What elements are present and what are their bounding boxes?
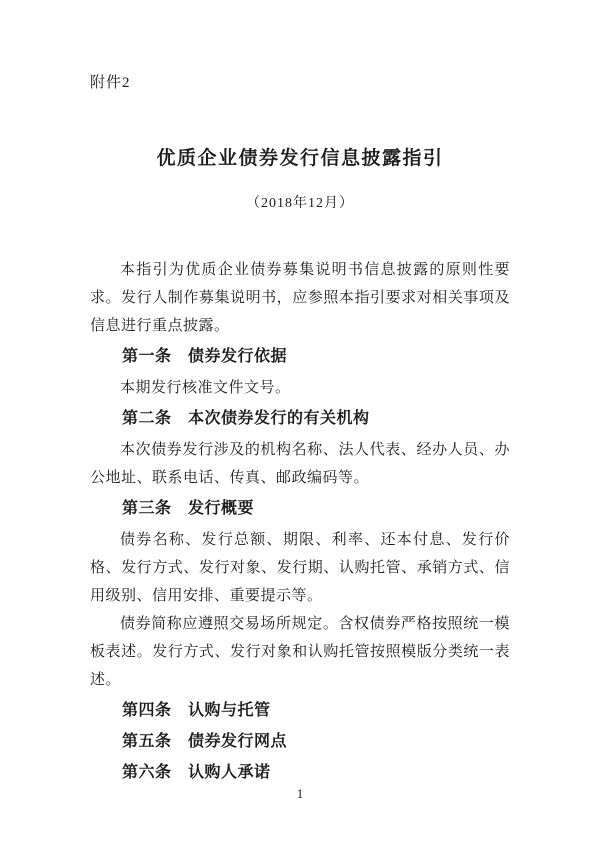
document-body <box>90 256 510 787</box>
section-heading-6: 第六条 认购人承诺 <box>122 764 271 781</box>
intro-paragraph: 本指引为优质企业债券募集说明书信息披露的原则性要求。发行人制作募集说明书，应参照本指引要求对相关事项及信息进行重点披露。 <box>90 262 510 334</box>
section-heading-2: 第二条 本次债券发行的有关机构 <box>122 410 370 427</box>
section-1-paragraph: 本期发行核准文件文号。 <box>120 380 291 396</box>
document-date: （2018年12月） <box>246 196 354 211</box>
section-2-paragraph: 本次债券发行涉及的机构名称、法人代表、经办人员、办公地址、联系电话、传真、邮政编码等。 <box>90 442 510 486</box>
section-3-paragraph-1: 债券名称、发行总额、期限、利率、还本付息、发行价格、发行方式、发行对象、发行期、认购托管、承销方式、信用级别、信用安排、重要提示等。 <box>90 532 510 604</box>
section-3-paragraph-2: 债券简称应遵照交易场所规定。含权债券严格按照统一模板表述。发行方式、发行对象和认购托管按照模版分类统一表述。 <box>90 616 510 688</box>
section-heading-5: 第五条 债券发行网点 <box>122 733 288 750</box>
attachment-label: 附件2 <box>90 75 131 91</box>
page-number: 1 <box>296 786 304 801</box>
document-title: 优质企业债券发行信息披露指引 <box>156 148 444 169</box>
section-heading-3: 第三条 发行概要 <box>122 500 255 517</box>
section-heading-1: 第一条 债券发行依据 <box>122 348 288 365</box>
section-heading-4: 第四条 认购与托管 <box>122 702 271 719</box>
